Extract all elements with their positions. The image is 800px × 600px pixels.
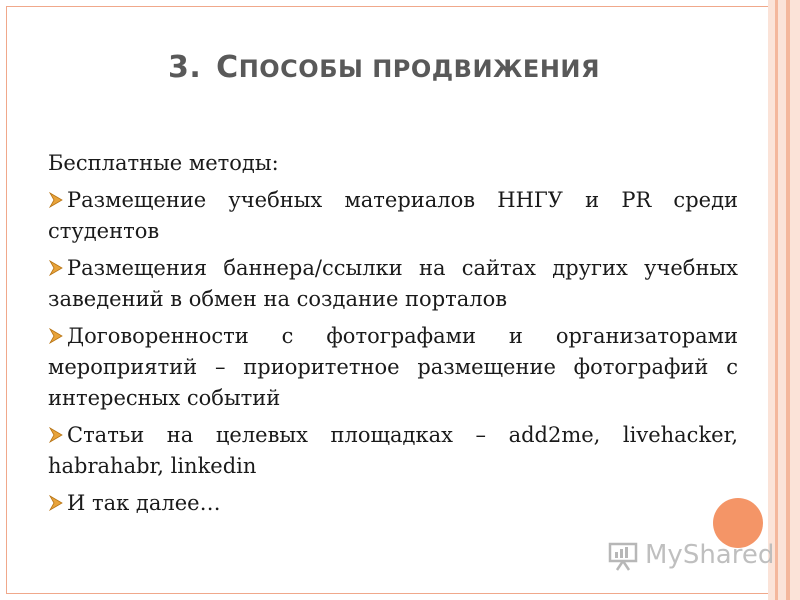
- bullet-text: Статьи на целевых площадках – add2me, livehacker, habrahabr, linkedin: [48, 423, 738, 478]
- arrow-bullet-icon: [48, 260, 64, 276]
- bullet-text: И так далее…: [67, 491, 221, 515]
- bullet-item: [48, 185, 738, 247]
- bullet-text: Размещение учебных материалов ННГУ и PR среди студентов: [48, 188, 738, 243]
- myshared-logo-icon: [607, 538, 641, 572]
- intro-text: Бесплатные методы:: [48, 151, 279, 175]
- arrow-bullet-icon: [48, 328, 64, 344]
- bullet-text: Размещения баннера/ссылки на сайтах других учебных заведений в обмен на создание порталов: [48, 256, 738, 311]
- bullet-item: [48, 420, 738, 482]
- title-rest: ПОСОБЫ ПРОДВИЖЕНИЯ: [238, 55, 600, 83]
- slide-title: [0, 50, 768, 85]
- bullet-item: [48, 253, 738, 315]
- arrow-bullet-icon: [48, 192, 64, 208]
- watermark-text: MyShared: [645, 540, 775, 570]
- decor-stripe: [778, 0, 786, 600]
- bullet-item: [48, 321, 738, 414]
- decor-stripe: [790, 0, 800, 600]
- arrow-bullet-icon: [48, 495, 64, 511]
- arrow-bullet-icon: [48, 427, 64, 443]
- watermark: [607, 535, 774, 575]
- title-number: 3.: [168, 50, 202, 85]
- slide-body: [48, 148, 738, 525]
- bullet-text: Договоренности с фотографами и организаторами мероприятий – приоритетное размещение фотографий с интересных событий: [48, 324, 738, 410]
- bullet-item: [48, 488, 738, 519]
- title-first-letter: С: [216, 50, 239, 85]
- decor-stripe: [768, 0, 775, 600]
